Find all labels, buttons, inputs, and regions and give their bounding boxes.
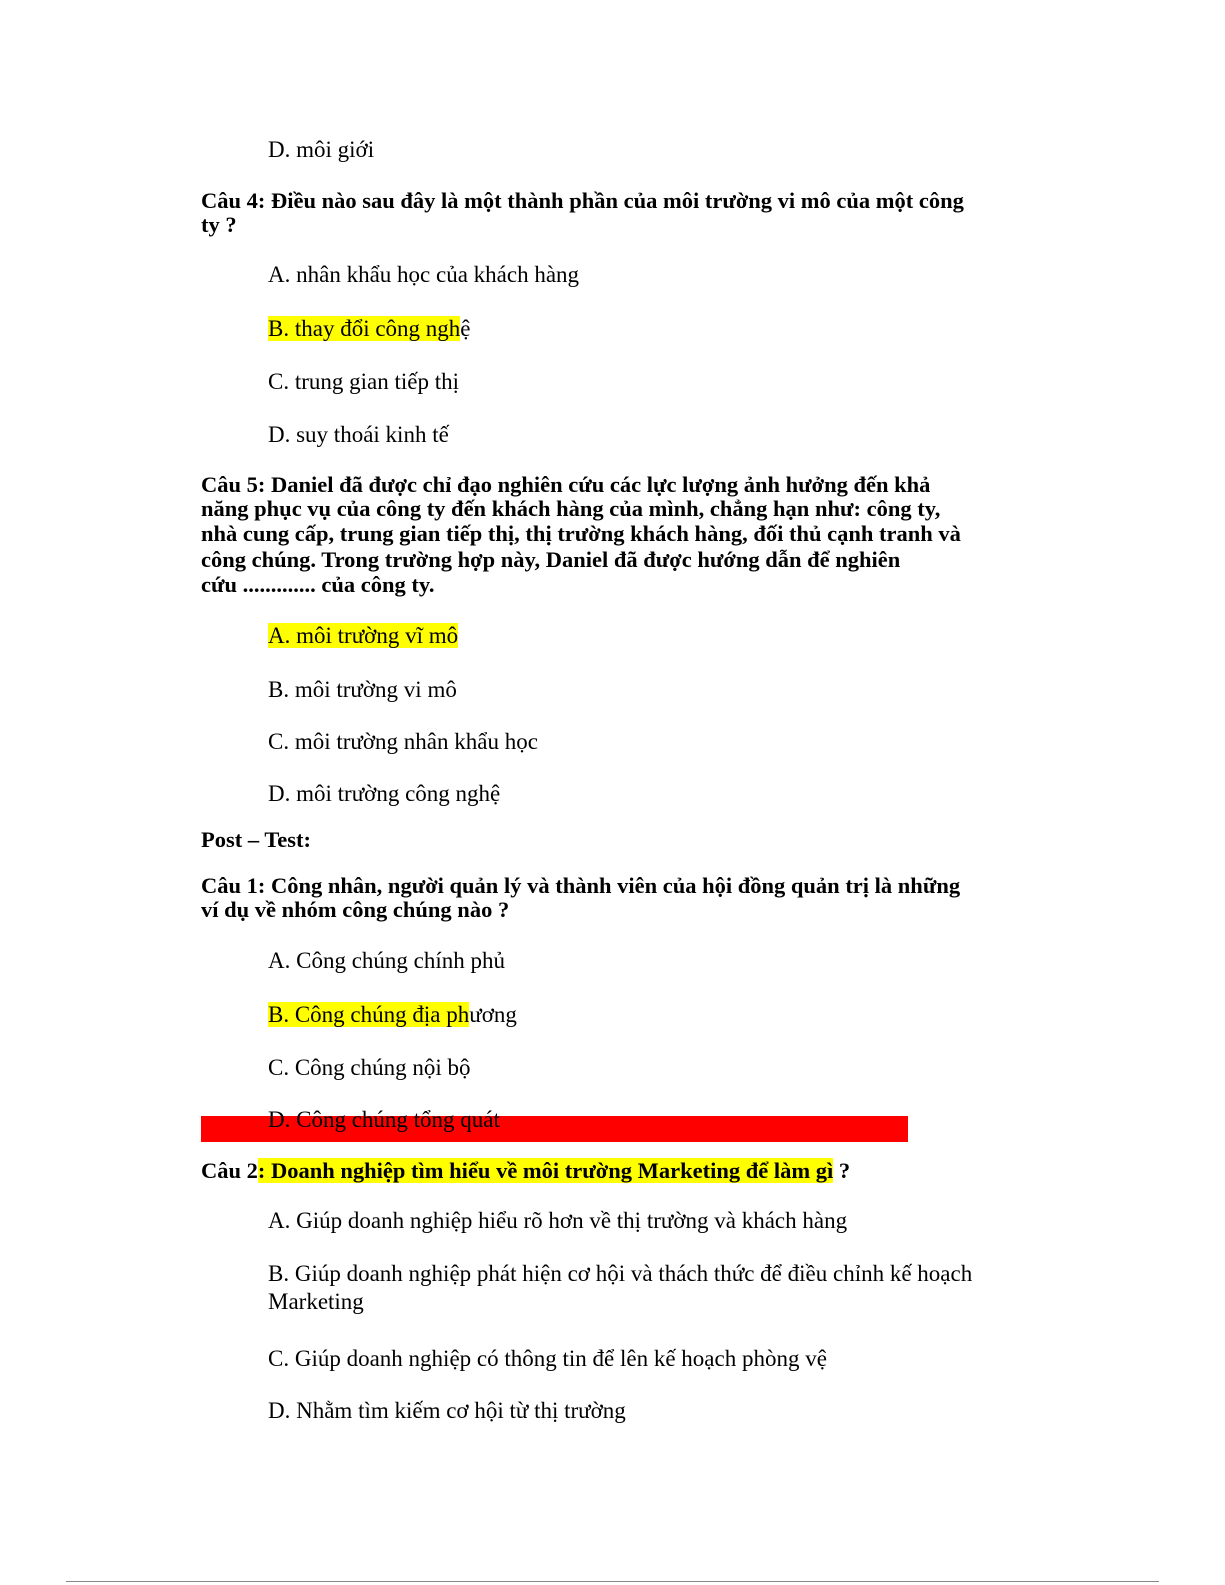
q5-option-b: B. môi trường vi mô [268, 677, 457, 702]
q4-option-a: A. nhân khẩu học của khách hàng [268, 262, 580, 287]
post-test-heading: Post – Test: [201, 827, 312, 852]
post-question-1-title-cont: ví dụ về nhóm công chúng nào ? [201, 897, 510, 922]
highlighted-answer: A. môi trường vĩ mô [268, 623, 459, 648]
p2-option-a: A. Giúp doanh nghiệp hiểu rõ hơn về thị trường và khách hàng [268, 1208, 848, 1233]
highlighted-question: : Doanh nghiệp tìm hiểu về môi trường Marketing để làm gì [257, 1158, 834, 1183]
highlighted-answer: B. Công chúng địa ph [268, 1002, 470, 1027]
post-question-2-suffix: ? [833, 1158, 851, 1183]
question-5-title-1: Câu 5: Daniel đã được chỉ đạo nghiên cứu các lực lượng ảnh hưởng đến khả [201, 472, 931, 497]
q4-option-b [268, 316, 471, 342]
p1-option-c: C. Công chúng nội bộ [268, 1055, 471, 1080]
highlighted-answer: B. thay đổi công ngh [268, 316, 461, 341]
p2-option-d: D. Nhằm tìm kiếm cơ hội từ thị trường [268, 1398, 626, 1423]
q4-option-b-rest: ệ [460, 316, 471, 341]
q5-option-c: C. môi trường nhân khẩu học [268, 729, 538, 754]
p2-option-c: C. Giúp doanh nghiệp có thông tin để lên kế hoạch phòng vệ [268, 1346, 827, 1371]
q5-option-d: D. môi trường công nghệ [268, 781, 501, 806]
q5-option-a [268, 623, 458, 649]
page-bottom-divider [66, 1581, 1159, 1582]
post-question-2-label: Câu 2 [201, 1158, 258, 1183]
p2-option-b-cont: Marketing [268, 1289, 364, 1314]
question-4-title: Câu 4: Điều nào sau đây là một thành phần của môi trường vi mô của một công [201, 188, 964, 213]
p1-option-b-rest: ương [469, 1002, 517, 1027]
option-d-previous: D. môi giới [268, 137, 375, 162]
question-5-title-2: năng phục vụ của công ty đến khách hàng của mình, chẳng hạn như: công ty, [201, 496, 941, 521]
p1-option-d: D. Công chúng tổng quát [268, 1107, 500, 1132]
question-4-title-cont: ty ? [201, 212, 237, 237]
question-5-title-4: công chúng. Trong trường hợp này, Daniel đã được hướng dẫn để nghiên [201, 547, 901, 572]
p1-option-b [268, 1002, 517, 1028]
question-5-title-3: nhà cung cấp, trung gian tiếp thị, thị trường khách hàng, đối thủ cạnh tranh và [201, 521, 961, 546]
q4-option-c: C. trung gian tiếp thị [268, 369, 460, 394]
q4-option-d: D. suy thoái kinh tế [268, 422, 449, 447]
p2-option-b: B. Giúp doanh nghiệp phát hiện cơ hội và thách thức để điều chỉnh kế hoạch [268, 1261, 973, 1286]
p1-option-a: A. Công chúng chính phủ [268, 948, 506, 973]
post-question-1-title: Câu 1: Công nhân, người quản lý và thành viên của hội đồng quản trị là những [201, 873, 961, 898]
question-5-title-5: cứu ............. của công ty. [201, 572, 435, 597]
post-question-2-title [201, 1159, 850, 1184]
